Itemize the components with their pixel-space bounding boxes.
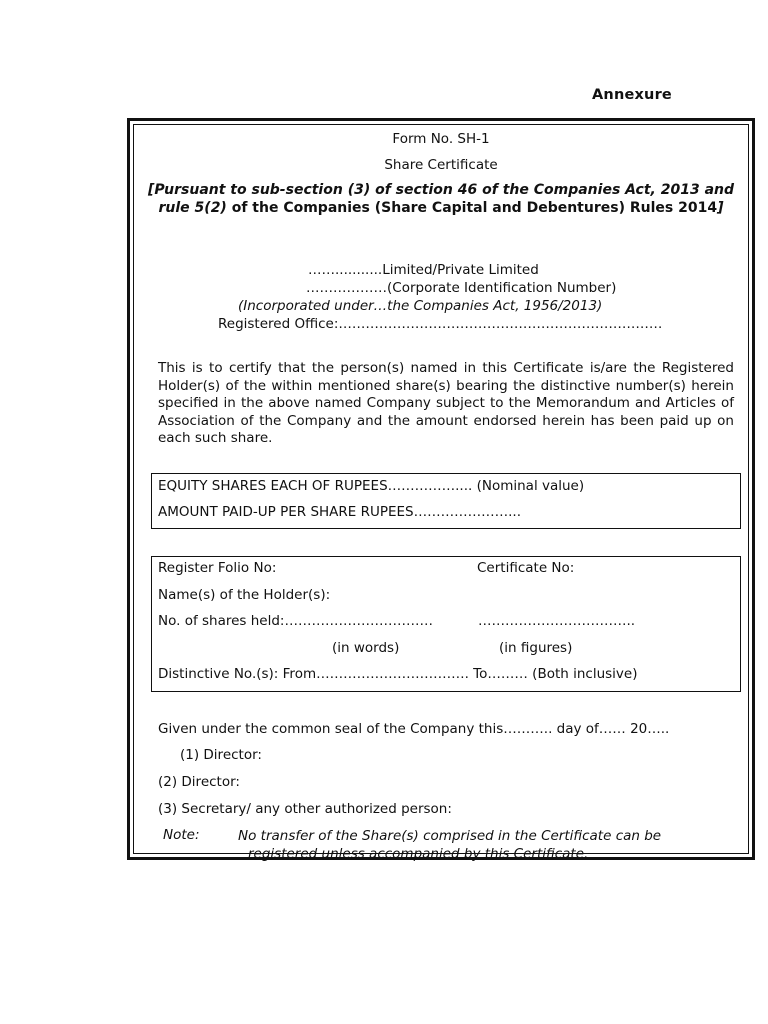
holder-details-box <box>151 556 741 692</box>
shares-held-line: No. of shares held:…………………………… <box>158 613 433 629</box>
certificate-title: Share Certificate <box>384 157 498 173</box>
director-2-line: (2) Director: <box>158 774 240 790</box>
shares-held-figures-line: …………………………….. <box>478 613 636 629</box>
certificate-inner-border <box>133 124 749 862</box>
secretary-line: (3) Secretary/ any other authorized person: <box>158 801 452 817</box>
equity-shares-line: EQUITY SHARES EACH OF RUPEES…………….... (Nominal value) <box>158 478 585 494</box>
cin-line: ………………(Corporate Identification Number) <box>306 280 617 296</box>
holder-name-label: Name(s) of the Holder(s): <box>158 587 331 603</box>
note-text-line-1: No transfer of the Share(s) comprised in the Certificate can be <box>238 828 662 844</box>
pursuant-italic: [Pursuant to sub-section (3) of section 46 of the Companies Act, 2013 and rule 5(2) <box>147 182 735 216</box>
register-folio-label: Register Folio No: <box>158 560 277 576</box>
certificate-number-label: Certificate No: <box>477 560 575 576</box>
pursuant-close: ] <box>717 200 724 216</box>
note-text-line-2: registered unless accompanied by this Certificate. <box>248 846 589 862</box>
registered-office-line: Registered Office:……………………………………………………………… <box>218 316 663 332</box>
director-1-line: (1) Director: <box>180 747 262 763</box>
note-label: Note: <box>163 827 200 843</box>
pursuant-statement <box>136 181 746 217</box>
form-number: Form No. SH-1 <box>392 131 490 147</box>
company-name-line: ……...........Limited/Private Limited <box>308 262 539 278</box>
annexure-label: Annexure <box>592 87 672 103</box>
shares-value-box <box>151 473 741 529</box>
common-seal-line: Given under the common seal of the Company this……….. day of…… 20….. <box>158 721 670 737</box>
pursuant-rules: of the Companies (Share Capital and Debentures) Rules 2014 <box>226 200 718 216</box>
in-words-caption: (in words) <box>332 640 400 656</box>
certification-paragraph: This is to certify that the person(s) named in this Certificate is/are the Registered Holder(s) of the within mentioned share(s) bearing the distinctive number(s) herein specified in the above named Company subject to the Memorandum and Articles of Association of the Company and the amount endorsed herein has been paid up on each such share. <box>158 360 734 446</box>
paid-up-line: AMOUNT PAID-UP PER SHARE RUPEES…………………... <box>158 504 522 520</box>
incorporated-line: (Incorporated under…the Companies Act, 1956/2013) <box>238 298 603 314</box>
in-figures-caption: (in figures) <box>499 640 573 656</box>
distinctive-numbers-line: Distinctive No.(s): From……………………………. To……… (Both inclusive) <box>158 666 638 682</box>
certificate-frame <box>127 118 755 860</box>
